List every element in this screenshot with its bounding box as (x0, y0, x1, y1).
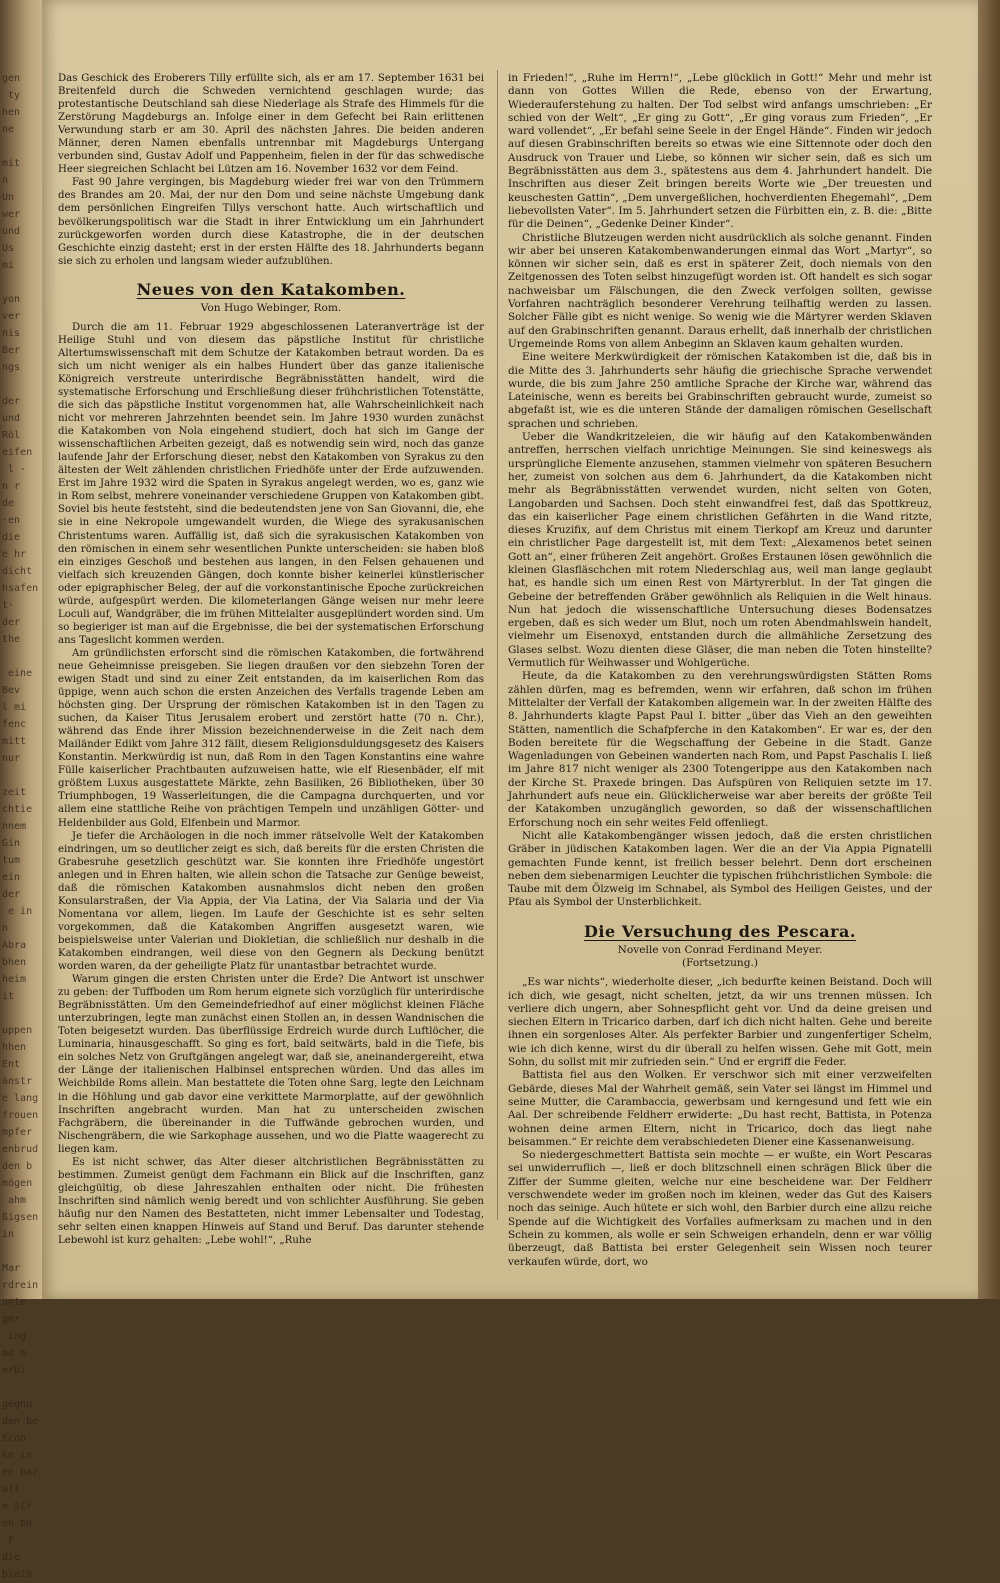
article-paragraph: in Frieden!“, „Ruhe im Herrn!“, „Lebe glücklich in Gott!“ Mehr und mehr ist dann von Gottes Willen die Rede, ebenso von der Erwartung, Wiederauferstehung zu halten. Der Tod selbst wird anfangs umschrieben: „Er schied von der Welt“, „Er ging zu Gott“, „Er ging voraus zum Frieden“, „Er ward vollendet“, „Er befahl seine Seele in der Engel Hände“. Finden wir jedoch auf diesen Grabinschriften bereits so etwas wie eine Sittennote oder doch den Ausdruck von Trauer und Liebe, so können wir sicher sein, daß es sich um Begräbnisstätten aus dem 3., spätestens aus dem 4. Jahrhundert handelt. Die Inschriften aus dieser Zeit bringen bereits Worte wie „Der treuesten und keuschesten Gattin“, „Dem unvergeßlichen, hochverdienten Ehegemahl“, „Dem liebevollsten Vater“. Im 5. Jahrhundert setzen die Fürbitten ein, z. B. die: „Bitte für die Deinen“, „Gedenke Deiner Kinder“. (508, 72, 932, 231)
article-paragraph: Je tiefer die Archäologen in die noch immer rätselvolle Welt der Katakomben eindringen, um so deutlicher zeigt es sich, daß bereits für die ersten Christen die Grabesruhe gesetzlich geschützt war. Sie konnten ihre Friedhöfe ungestört anlegen und in Ehren halten, wie allein schon die Tatsache zur Genüge beweist, daß die römischen Katakomben ausnahmslos dicht neben den großen Konsularstraßen, der Via Appia, der Via Latina, der Via Salaria und der Via Nomentana vor allem, liegen. Im Laufe der Geschichte ist es sehr selten vorgekommen, daß die Katakomben Angriffen ausgesetzt waren, wie beispielsweise unter Valerian und Diokletian, die schließlich nur deshalb in die Katakomben eindrangen, weil diese von den Gegnern als Deckung benützt worden waren, da der geheiligte Platz für unantastbar betrachtet wurde. (58, 830, 484, 973)
article-paragraph: Durch die am 11. Februar 1929 abgeschlossenen Lateranverträge ist der Heilige Stuhl und von diesem das päpstliche Institut für christliche Altertumswissenschaft mit dem Schutze der Katakomben betraut worden. Da es sich um nicht weniger als ein halbes Hundert über das ganze italienische Königreich verstreute unterirdische Begräbnisstätten handelt, wird die systematische Erforschung und Erschließung dieser frühchristlichen Totenstätte, die sich das päpstliche Institut vorgenommen hat, alle Wahrscheinlichkeit nach nicht vor mehreren Jahrzehnten beendet sein. Im Jahre 1930 wurden zunächst die Katakomben von Nola eingehend studiert, doch hat sich im Gange der wissenschaftlichen Arbeiten gezeigt, daß es notwendig sein wird, noch das ganze laufende Jahr der Erforschung dieser, nebst den Katakomben von Syrakus zu den ältesten der Welt zählenden christlichen Friedhöfe unter der Erde aufzuwenden. Erst im Jahre 1932 wird die Spaten in Syrakus angelegt werden, wo es, ganz wie in Rom selbst, mehrere voneinander verschiedene Gruppen von Katakomben gibt. Soviel bis heute feststeht, sind die bedeutendsten jene von San Giovanni, die, ehe sie in eine Nekropole umgewandelt wurden, die Wiege des syrakusanischen Christentums waren. Auffällig ist, daß sich die syrakusischen Katakomben von den römischen in einem sehr wesentlichen Punkte unterscheiden: sie haben bloß ein einziges Geschoß und bestehen aus langen, in den Felsen gehauenen und vielfach sich kreuzenden Gängen, doch konnte bisher keinerlei künstlerischer oder epigraphischer Beleg, der auf die vorkonstantinische Epoche zurückreichen würde, aufgespürt werden. Die kilometerlangen Gänge weisen nur mehr leere Loculi auf, Wandgräber, die im frühen Mittelalter ausgeplündert worden sind. Um so begieriger ist man auf die Ergebnisse, die bei der systematischen Erforschung ans Tageslicht kommen werden. (58, 321, 484, 646)
article-byline: Von Hugo Webinger, Rom. (200, 301, 342, 314)
left-column (58, 72, 484, 1247)
book-spine-edge (0, 0, 42, 1580)
novel-continuation-note: (Fortsetzung.) (681, 957, 759, 969)
book-cover-edge (978, 0, 1000, 1299)
article-paragraph: Heute, da die Katakomben zu den verehrungswürdigsten Stätten Roms zählen dürfen, mag es befremden, wenn wir erfahren, daß schon im frühen Mittelalter der Verfall der Katakomben allgemein war. In der zweiten Hälfte des 8. Jahrhunderts klagte Papst Paul I. bitter „über das Vieh an den geweihten Stätten, namentlich die Schafpferche in den Katakomben“. Er war es, der den Boden bereitete für die Wegschaffung der Gebeine in die Stadt. Ganze Wagenladungen von Gebeinen wanderten nach Rom, und Papst Paschalis I. ließ im Jahre 817 nicht weniger als 2300 Totengerippe aus den Katakomben nach der Kirche St. Praxede bringen. Das Aufspüren von Reliquien setzte im 17. Jahrhundert aufs neue ein. Glücklicherweise war aber bereits der größte Teil der Katakomben unzugänglich geworden, so daß der wissenschaftlichen Erforschung noch ein sehr weites Feld offenliegt. (508, 670, 932, 829)
novel-author: Novelle von Conrad Ferdinand Meyer. (617, 943, 823, 956)
novel-paragraph: „Es war nichts“, wiederholte dieser, „ich bedurfte keinen Beistand. Doch will ich dich, wie gesagt, nicht schelten, jetzt, da wir uns trennen müssen. Ich verliere dich ungern, aber Sohnespflicht geht vor. Und da deine greisen und siechen Eltern in Tricarico darben, darf ich dich nicht halten. Gehe und bereite ihnen ein sorgenloses Alter. Als perfekter Barbier und zungenfertiger Schelm, wie ich dich kenne, wirst du dir überall zu helfen wissen. Gehe mit Gott, mein Sohn, du sollst mit mir zufrieden sein.“ Und er ergriff die Feder. (508, 976, 932, 1069)
novel-paragraph: So niedergeschmettert Battista sein mochte — er wußte, ein Wort Pescaras sei unwiderruflich —, ließ er doch blitzschnell einen schrägen Blick über die Ziffer der Summe gleiten, welche nur eine bescheidene war. Der Feldherr verschwendete weder im großen noch im kleinen, weder das Gut des Kaisers noch das seinige. Auch hütete er sich wohl, den Barbier durch eine allzu reiche Spende auf die Wichtigkeit des Vorfalles aufmerksam zu machen und in den Schein zu kommen, als wolle er sein Schweigen erhandeln, denn er war völlig überzeugt, daß Battista bei erster Gelegenheit sein Wissen noch teurer verkaufen würde, dort, wo (508, 1149, 932, 1268)
column-divider (497, 70, 498, 1220)
novel-paragraph: Battista fiel aus den Wolken. Er verschwor sich mit einer verzweifelten Gebärde, dieses Mal der Wahrheit gemäß, sein Vater sei längst im Himmel und seine Mutter, die Carambaccia, gewerbsam und kerngesund und fett wie ein Aal. Der schreibende Feldherr erwiderte: „Du hast recht, Battista, in Potenza wohnen deine armen Eltern, nicht in Tricarico, doch das liegt nahe beisammen.“ Er reichte dem verabschiedeten Diener eine Kassenanweisung. (508, 1069, 932, 1148)
right-column (508, 72, 932, 1269)
article-title: Neues von den Katakomben. (136, 279, 406, 299)
adjacent-page-fragment: gen ty hen ne mit n Un wer und Us mi yon ver nis Ber ngs der und Röl eifen l · n r de ·en die e hr dicht hsafen t· der the eine Bev l mi fenc mitt nur zeit chtie nnem Gin tum ein der e in n Abra bhen heim it uppen hhen Ent änstr e lang frouen mpfer enbrud den b mögen ahm ßigsen in Mar rdrein unte ger ing md m erbi gegnu den be Econ ke in en bar aft e Str en bu F die biein (2, 73, 39, 1580)
article-paragraph: Am gründlichsten erforscht sind die römischen Katakomben, die fortwährend neue Geheimnisse preisgeben. Sie liegen draußen vor den siebzehn Toren der ewigen Stadt und sind zu einer Zeit entstanden, da im kaiserlichen Rom das üppige, wenn auch schon die ersten Anzeichen des Verfalls tragende Leben am höchsten ging. Der Ursprung der römischen Katakomben ist in den Tagen zu suchen, da Kaiser Titus Jerusalem erobert und zerstört hatte (70 n. Chr.), während das Ende ihrer Mission bezeichnenderweise in die Zeit nach dem Mailänder Edikt vom Jahre 312 fällt, diesem Religionsduldungsgesetz des Kaisers Konstantin. Merkwürdig ist nun, daß Rom in den Tagen Konstantins eine wahre Fülle kaiserlicher Prachtbauten aufzuweisen hatte, wie elf Riesenbäder, elf mit größtem Luxus ausgestattete Märkte, zehn Basiliken, 26 Bibliotheken, über 30 Triumphbogen, 19 Wasserleitungen, die die Campagna durchquerten, und vor allem eine stattliche Reihe von prächtigen Tempeln und unzähligen Götter- und Heldenbilder aus Gold, Elfenbein und Marmor. (58, 647, 484, 829)
intro-paragraph: Fast 90 Jahre vergingen, bis Magdeburg wieder frei war von den Trümmern des Brandes am 20. Mai, der nur den Dom und seine nächste Umgebung dank dem persönlichen Eingreifen Tillys verschont hatte. Auch wirtschaftlich und bevölkerungspolitisch war die Stadt in ihrer Entwicklung um ein Jahrhundert zurückgeworfen worden durch diese Katastrophe, die in der deutschen Geschichte einzig dasteht; erst in der ersten Hälfte des 18. Jahrhunderts begann sie sich zu erholen und langsam wieder aufzublühen. (58, 177, 484, 267)
article-paragraph: Christliche Blutzeugen werden nicht ausdrücklich als solche genannt. Finden wir aber bei unseren Katakombenwanderungen einmal das Wort „Martyr“, so können wir sicher sein, daß es erst in späterer Zeit, doch niemals von den Zeitgenossen des Toten selbst hinzugefügt worden ist. Oft handelt es sich sogar nachweisbar um Fälschungen, die den Zweck verfolgen sollten, gewisse Vorfahren nachträglich besonderer Verehrung teilhaftig werden zu lassen. Solcher Fälle gibt es nicht wenige. So wenig wie die Märtyrer werden Sklaven auf den Grabinschriften genannt. Daraus erhellt, daß innerhalb der christlichen Urgemeinde Roms von allem Anbeginn an Sklaven kaum gehalten wurden. (508, 231, 932, 350)
article-paragraph: Ueber die Wandkritzeleien, die wir häufig auf den Katakombenwänden antreffen, herrschen vielfach unrichtige Meinungen. Sie sind keineswegs als ursprüngliche Elemente anzusehen, stammen vielmehr von späteren Besuchern her, zumeist von solchen aus dem 6. Jahrhundert, da die Katakomben nicht mehr als Begräbnisstätten verwendet wurden, nicht selten von Goten, Langobarden und Sachsen. Doch steht einwandfrei fest, daß das Spottkreuz, das ein kaiserlicher Page einem christlichen Gefährten in die Wand ritzte, dieses Kruzifix, auf dem Christus mit einem Tierkopf am Kreuz und darunter ein christlicher Page dargestellt ist, mit dem Text: „Alexamenos betet seinen Gott an“, einer früheren Zeit angehört. Großes Erstaunen lösen gewöhnlich die kleinen Glasfläschchen mit rotem Niederschlag aus, weil man lange geglaubt hat, es handle sich um einen Rest von Märtyrerblut. In der Tat gingen die Gebeine der betreffenden Gräber gewöhnlich als Reliquien in die Welt hinaus. Nun hat jedoch die wissenschaftliche Untersuchung dieses Bodensatzes ergeben, daß es sich weder um Blut, noch um roten Abendmahlswein handelt, vielmehr um Eisenoxyd, entstanden durch die allmähliche Zersetzung des Glases selbst. Wozu dienten diese Gläser, die man neben die Toten hinstellte? Vermutlich für Weihwasser und Wohlgerüche. (508, 431, 932, 670)
intro-paragraph: Das Geschick des Eroberers Tilly erfüllte sich, als er am 17. September 1631 bei Breitenfeld durch die Schweden vernichtend geschlagen wurde; das protestantische Deutschland sah diese Niederlage als Strafe des Himmels für die Zerstörung Magdeburgs an. Infolge einer in dem Gefecht bei Rain erlittenen Verwundung starb er am 30. April des nächsten Jahres. Die beiden anderen Männer, deren Namen ebenfalls untrennbar mit Magdeburgs Untergang verbunden sind, Gustav Adolf und Pappenheim, fielen in der für das schwedische Heer siegreichen Schlacht bei Lützen am 16. November 1632 vor dem Feind. (58, 73, 484, 176)
article-paragraph: Es ist nicht schwer, das Alter dieser altchristlichen Begräbnisstätten zu bestimmen. Zumeist genügt dem Fachmann ein Blick auf die Inschriften, ganz gleichgültig, ob diese Jahreszahlen enthalten oder nicht. Die frühesten Inschriften sind nämlich wenig beredt und von schlichter Ausführung. Sie geben häufig nur den Namen des Bestatteten, nicht immer Lebensalter und Todestag, sehr selten einen knappen Hinweis auf Stand und Beruf. Das darunter stehende Lebewohl ist kurz gehalten: „Lebe wohl!“, „Ruhe (58, 1156, 484, 1247)
novel-title: Die Versuchung des Pescara. (583, 921, 856, 941)
article-paragraph: Nicht alle Katakombengänger wissen jedoch, daß die ersten christlichen Gräber in jüdischen Katakomben lagen. Wer die an der Via Appia Pignatelli gemachten Funde kennt, ist freilich besser belehrt. Denn dort erscheinen neben dem siebenarmigen Leuchter die typischen frühchristlichen Symbole: die Taube mit dem Ölzweig im Schnabel, als Symbol des Heiligen Geistes, und der Pfau als Symbol der Unsterblichkeit. (508, 829, 932, 909)
article-paragraph: Eine weitere Merkwürdigkeit der römischen Katakomben ist die, daß bis in die Mitte des 3. Jahrhunderts sehr häufig die griechische Sprache verwendet wurde, die bis zum Jahre 250 amtliche Sprache der Kirche war, während das Lateinische, wenn es bereits bei Grabinschriften gebraucht wurde, zumeist so abgefaßt ist, wie es die unteren Stände der damaligen römischen Gesellschaft sprachen und schrieben. (508, 351, 932, 430)
newspaper-page (42, 0, 978, 1299)
article-paragraph: Warum gingen die ersten Christen unter die Erde? Die Antwort ist unschwer zu geben: der Tuffboden um Rom herum eignete sich vorzüglich für unterirdische Begräbnisstätten. Um den Gemeindefriedhof auf einer möglichst kleinen Fläche unterzubringen, legte man zunächst einen Stollen an, in dessen Wandnischen die Toten beigesetzt wurden. Das überflüssige Erdreich wurde durch Luftlöcher, die Luminaria, hinausgeschafft. So ging es fort, bald seitwärts, bald in die Tiefe, bis ein solches Netz von Gruftgängen angelegt war, daß sie, aneinandergereiht, etwa der Länge der italienischen Halbinsel entsprechen würden. Und das alles im Weichbilde Roms allein. Man bestattete die Toten ohne Sarg, legte den Leichnam in die Höhlung und gab davor eine verkittete Marmorplatte, auf der gewöhnlich Inschriften angebracht wurden. Man hat zu unterscheiden zwischen Fachgräbern, die übereinander in die Tuffwände gebrochen wurden, und Nischengräbern, die wie Sarkophage aussehen, und wo die Platte waagerecht zu liegen kam. (58, 974, 484, 1155)
